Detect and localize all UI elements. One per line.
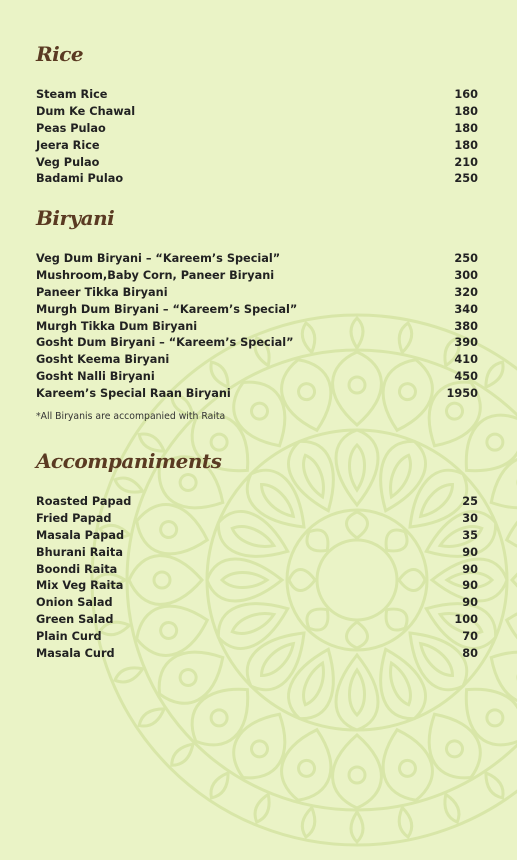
item-name: Badami Pulao <box>36 172 124 186</box>
menu-item <box>36 171 478 188</box>
item-name: Masala Papad <box>36 528 125 542</box>
menu-item <box>36 251 478 268</box>
item-name: Gosht Nalli Biryani <box>36 370 155 384</box>
accompaniments-section <box>36 447 478 663</box>
biryani-items <box>36 251 478 403</box>
item-name: Masala Curd <box>36 647 115 661</box>
accompaniments-items <box>36 494 478 663</box>
item-price: 210 <box>454 155 478 169</box>
item-price: 1950 <box>446 387 478 401</box>
menu-item <box>36 319 478 336</box>
menu-item <box>36 335 478 352</box>
menu-item <box>36 352 478 369</box>
item-price: 180 <box>454 104 478 118</box>
item-name: Gosht Keema Biryani <box>36 353 170 367</box>
section-title-biryani: Biryani <box>36 206 115 230</box>
section-title-rice: Rice <box>36 42 84 66</box>
menu-item <box>36 104 478 121</box>
menu-item <box>36 369 478 386</box>
item-name: Jeera Rice <box>36 138 100 152</box>
menu-item <box>36 562 478 579</box>
item-price: 90 <box>462 579 478 593</box>
section-title-accompaniments: Accompaniments <box>36 449 222 473</box>
item-price: 320 <box>454 285 478 299</box>
menu-item <box>36 138 478 155</box>
raita-note: *All Biryanis are accompanied with Raita <box>36 411 226 423</box>
item-price: 380 <box>454 319 478 333</box>
item-name: Mushroom,Baby Corn, Paneer Biryani <box>36 268 275 282</box>
rice-items <box>36 87 478 188</box>
item-price: 410 <box>454 353 478 367</box>
item-name: Mix Veg Raita <box>36 579 124 593</box>
item-price: 90 <box>462 596 478 610</box>
item-price: 450 <box>454 370 478 384</box>
menu-item <box>36 494 478 511</box>
item-price: 90 <box>462 562 478 576</box>
menu-item <box>36 578 478 595</box>
item-name: Murgh Dum Biryani – “Kareem’s Special” <box>36 302 298 316</box>
item-price: 35 <box>462 528 478 542</box>
item-name: Veg Pulao <box>36 155 100 169</box>
menu-item <box>36 302 478 319</box>
menu-item <box>36 511 478 528</box>
item-price: 100 <box>454 613 478 627</box>
menu-item <box>36 386 478 403</box>
item-price: 25 <box>462 495 478 508</box>
item-price: 300 <box>454 268 478 282</box>
item-price: 390 <box>454 336 478 350</box>
item-name: Bhurani Raita <box>36 545 123 559</box>
item-name: Green Salad <box>36 613 114 627</box>
item-price: 250 <box>454 252 478 265</box>
item-price: 80 <box>462 647 478 661</box>
menu-item <box>36 121 478 138</box>
item-price: 180 <box>454 138 478 152</box>
item-price: 90 <box>462 545 478 559</box>
biryani-section <box>36 204 478 422</box>
item-price: 250 <box>454 172 478 186</box>
menu-item <box>36 595 478 612</box>
item-price: 340 <box>454 302 478 316</box>
item-name: Veg Dum Biryani – “Kareem’s Special” <box>36 252 281 265</box>
item-name: Boondi Raita <box>36 562 118 576</box>
item-name: Kareem’s Special Raan Biryani <box>36 387 231 401</box>
menu-item <box>36 612 478 629</box>
item-price: 30 <box>462 511 478 525</box>
item-price: 160 <box>454 88 478 101</box>
item-price: 70 <box>462 630 478 644</box>
menu-item <box>36 545 478 562</box>
item-name: Roasted Papad <box>36 495 132 508</box>
menu-item <box>36 155 478 172</box>
item-name: Onion Salad <box>36 596 113 610</box>
menu-item <box>36 646 478 663</box>
item-name: Peas Pulao <box>36 121 106 135</box>
menu-item <box>36 629 478 646</box>
menu-item <box>36 285 478 302</box>
menu-item <box>36 528 478 545</box>
menu-item <box>36 87 478 104</box>
item-name: Fried Papad <box>36 511 112 525</box>
item-name: Steam Rice <box>36 88 108 101</box>
item-price: 180 <box>454 121 478 135</box>
item-name: Murgh Tikka Dum Biryani <box>36 319 198 333</box>
item-name: Paneer Tikka Biryani <box>36 285 168 299</box>
item-name: Gosht Dum Biryani – “Kareem’s Special” <box>36 336 294 350</box>
rice-section <box>36 40 478 188</box>
menu-item <box>36 268 478 285</box>
item-name: Dum Ke Chawal <box>36 104 136 118</box>
item-name: Plain Curd <box>36 630 102 644</box>
